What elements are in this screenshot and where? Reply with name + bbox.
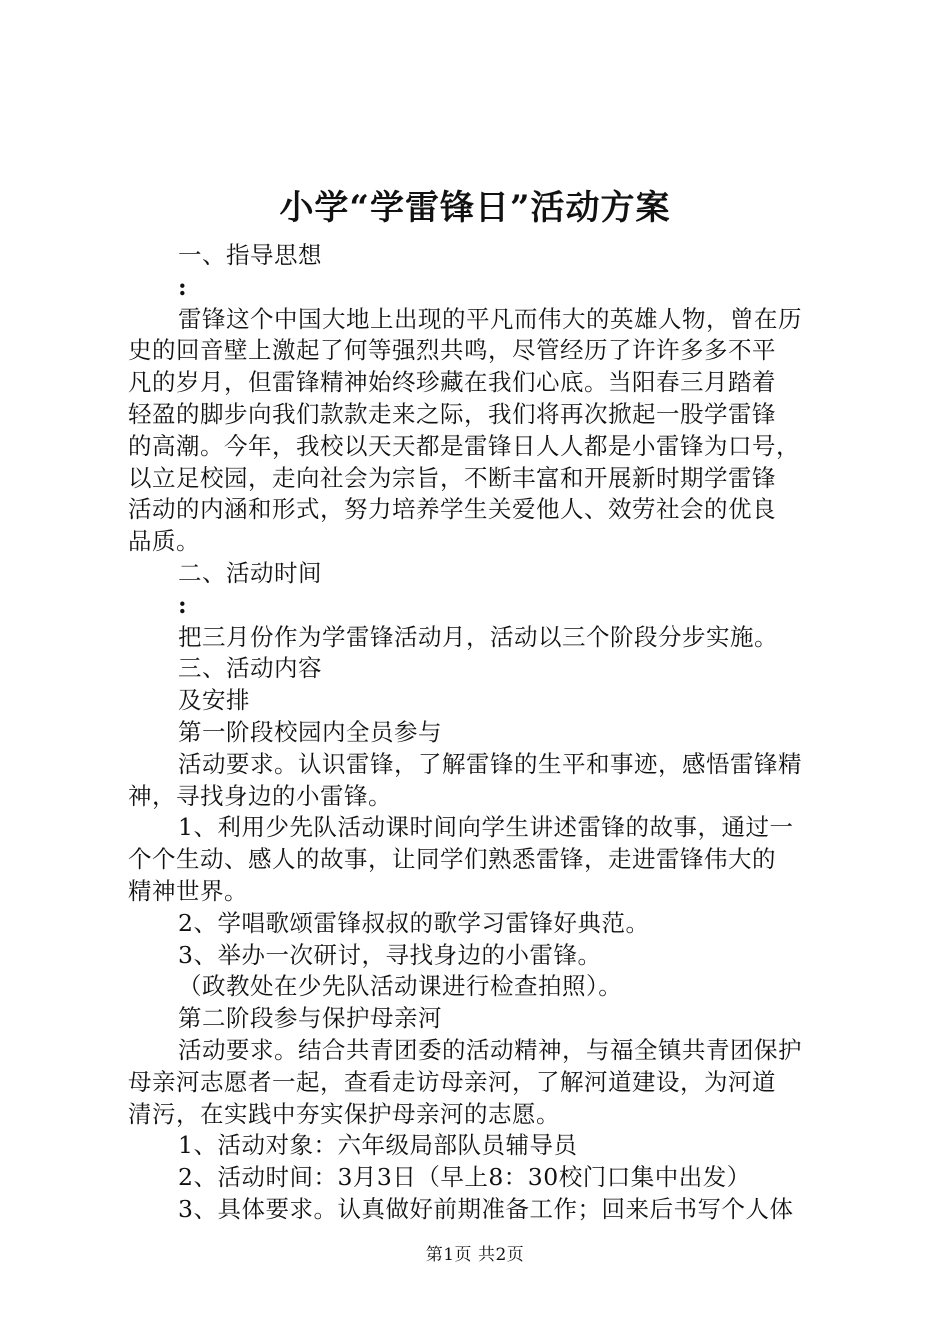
- paragraph-line: 雷锋这个中国大地上出现的平凡而伟大的英雄人物，曾在历: [178, 304, 802, 333]
- section-heading-continuation: 及安排: [178, 686, 250, 715]
- list-item: 1、活动对象：六年级局部队员辅导员: [178, 1131, 578, 1160]
- colon-line: :: [178, 590, 188, 619]
- list-item: 3、具体要求。认真做好前期准备工作；回来后书写个人体: [178, 1194, 794, 1223]
- paragraph-line: 个个生动、感人的故事，让同学们熟悉雷锋，走进雷锋伟大的: [128, 845, 776, 874]
- list-item: 1、利用少先队活动课时间向学生讲述雷锋的故事，通过一: [178, 813, 794, 842]
- section-heading-guiding-ideology: 一、指导思想: [178, 241, 322, 269]
- paragraph-line: 活动要求。认识雷锋，了解雷锋的生平和事迹，感悟雷锋精: [178, 749, 802, 778]
- paragraph-line: 精神世界。: [128, 876, 248, 905]
- paragraph-line: 母亲河志愿者一起，查看走访母亲河，了解河道建设，为河道: [128, 1067, 776, 1096]
- paragraph-line: 神，寻找身边的小雷锋。: [128, 781, 392, 810]
- document-body: [128, 240, 838, 1226]
- paragraph-line: 把三月份作为学雷锋活动月，活动以三个阶段分步实施。: [178, 622, 778, 651]
- stage-heading-2: 第二阶段参与保护母亲河: [178, 1004, 442, 1033]
- note-line: （政教处在少先队活动课进行检查拍照）。: [178, 972, 623, 1001]
- stage-heading-1: 第一阶段校园内全员参与: [178, 717, 442, 746]
- paragraph-line: 的高潮。今年，我校以天天都是雷锋日人人都是小雷锋为口号，: [128, 431, 800, 460]
- section-heading-activity-time: 二、活动时间: [178, 558, 322, 587]
- paragraph-line: 品质。: [128, 527, 200, 556]
- paragraph-line: 清污，在实践中夯实保护母亲河的志愿。: [128, 1099, 560, 1128]
- colon-line: :: [178, 272, 188, 301]
- paragraph-line: 凡的岁月，但雷锋精神始终珍藏在我们心底。当阳春三月踏着: [128, 368, 776, 397]
- page-footer: 第1页 共2页: [425, 1245, 525, 1265]
- paragraph-line: 以立足校园，走向社会为宗旨，不断丰富和开展新时期学雷锋: [128, 463, 776, 492]
- paragraph-line: 活动的内涵和形式，努力培养学生关爱他人、效劳社会的优良: [128, 495, 776, 524]
- list-item: 2、活动时间：3月3日（早上8：30校门口集中出发）: [178, 1163, 751, 1192]
- document-title: 小学“学雷锋日”活动方案: [279, 188, 671, 228]
- list-item: 3、举办一次研讨，寻找身边的小雷锋。: [178, 940, 602, 969]
- paragraph-line: 史的回音壁上激起了何等强烈共鸣，尽管经历了许许多多不平: [128, 336, 776, 365]
- section-heading-activity-content: 三、活动内容: [178, 654, 322, 683]
- paragraph-line: 活动要求。结合共青团委的活动精神，与福全镇共青团保护: [178, 1035, 802, 1064]
- list-item: 2、学唱歌颂雷锋叔叔的歌学习雷锋好典范。: [178, 908, 650, 937]
- paragraph-line: 轻盈的脚步向我们款款走来之际，我们将再次掀起一股学雷锋: [128, 399, 776, 428]
